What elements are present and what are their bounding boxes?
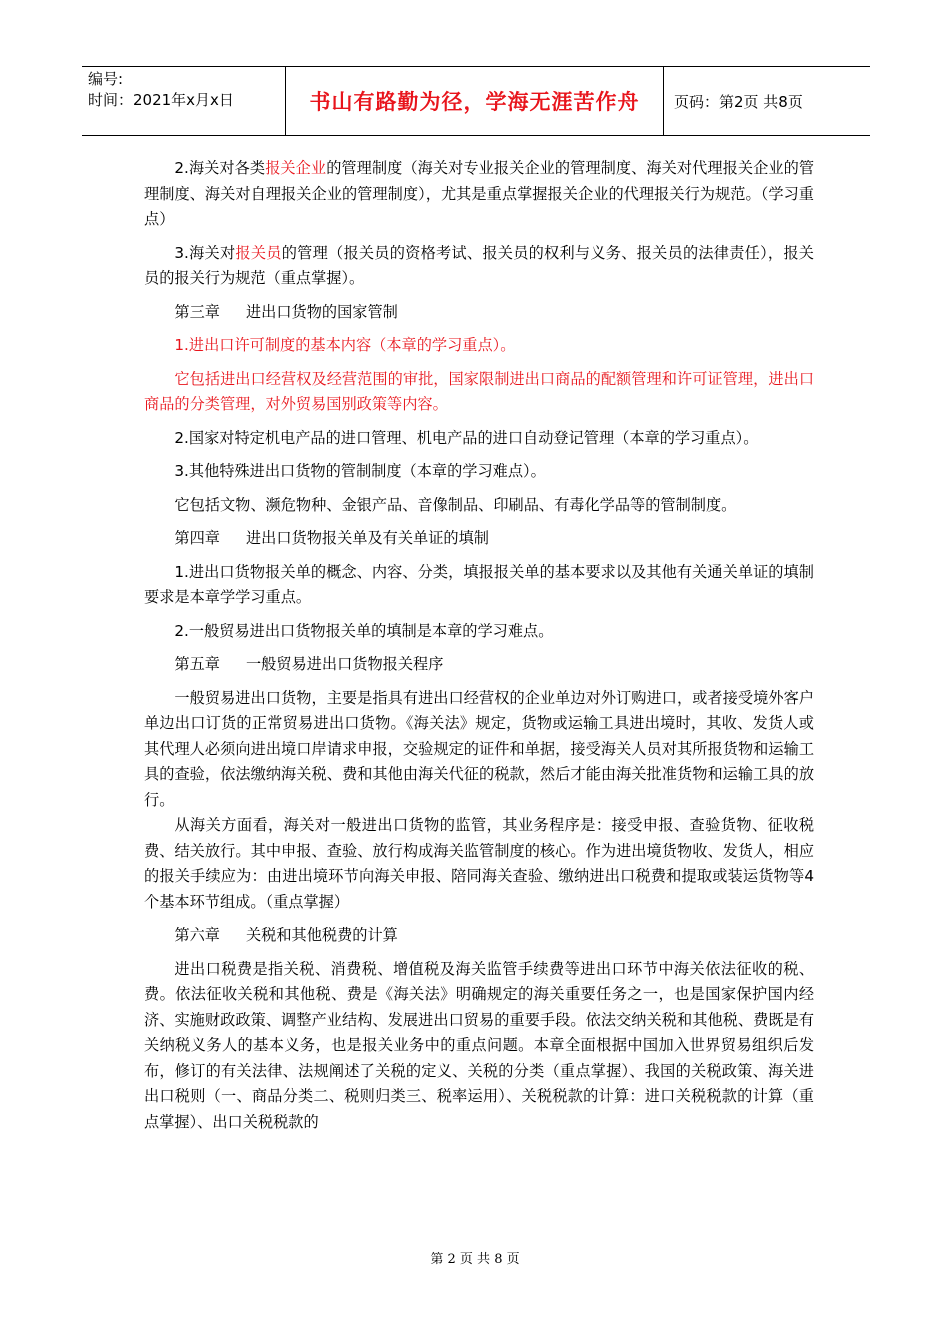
paragraph-highlight: 它包括进出口经营权及经营范围的审批，国家限制进出口商品的配额管理和许可证管理，进出口商品的分类管理，对外贸易国别政策等内容。 <box>144 369 814 413</box>
paragraph: 进出口税费是指关税、消费税、增值税及海关监管手续费等进出口环节中海关依法征收的税、费。依法征收关税和其他税、费是《海关法》明确规定的海关重要任务之一，也是国家保护国内经济、实施财政政策、调整产业结构、发展进出口贸易的重要手段。依法交纳关税和其他税、费既是有关纳税义务人的基本义务，也是报关业务中的重点问题。本章全面根据中国加入世界贸易组织后发布，修订的有关法律、法规阐述了关税的定义、关税的分类（重点掌握）、我国的关税政策、海关进出口税则（一、商品分类二、税则归类三、税率运用）、关税税款的计算：进口关税税款的计算（重点掌握）、出口关税税款的 <box>144 959 814 1131</box>
paragraph: 2.国家对特定机电产品的进口管理、机电产品的进口自动登记管理（本章的学习重点）。 <box>174 428 759 447</box>
chapter-heading: 第三章 进出口货物的国家管制 <box>174 302 398 321</box>
paragraph: 2.一般贸易进出口货物报关单的填制是本章的学习难点。 <box>174 621 554 640</box>
paragraph: 它包括文物、濒危物种、金银产品、音像制品、印刷品、有毒化学品等的管制制度。 <box>174 495 737 514</box>
chapter-heading: 第五章 一般贸易进出口货物报关程序 <box>174 655 444 673</box>
chapter-heading: 第四章 进出口货物报关单及有关单证的填制 <box>174 529 489 547</box>
paragraph: 一般贸易进出口货物，主要是指具有进出口经营权的企业单边对外订购进口，或者接受境外客户单边出口订货的正常贸易进出口货物。《海关法》规定，货物或运输工具进出境时，其收、发货人或其代理人必须向进出境口岸请求申报，交验规定的证件和单据，接受海关人员对其所报货物和运输工具的查验，依法缴纳海关税、费和其他由海关代征的税款，然后才能由海关批准货物和运输工具的放行。 <box>144 688 814 809</box>
time-label: 时间：2021年x月x日 <box>88 91 234 109</box>
highlight-term: 报关企业 <box>265 159 327 177</box>
paragraph-highlight: 1.进出口许可制度的基本内容（本章的学习重点）。 <box>174 336 516 354</box>
paragraph: 1.进出口货物报关单的概念、内容、分类，填报报关单的基本要求以及其他有关通关单证的填制要求是本章学学习重点。 <box>144 562 814 606</box>
highlight-term: 报关员 <box>235 243 282 262</box>
header-page-info: 页码：第2页 共8页 <box>674 92 803 111</box>
header-meta-cell <box>82 67 286 135</box>
paragraph: 从海关方面看，海关对一般进出口货物的监管，其业务程序是：接受申报、查验货物、征收税费、结关放行。其中申报、查验、放行构成海关监管制度的核心。作为进出境货物收、发货人，相应的报关手续应为：由进出境环节向海关申报、陪同海关查验、缴纳进出口税费和提取或装运货物等4个基本环节组成。（重点掌握） <box>144 816 814 911</box>
page-footer: 第 2 页 共 8 页 <box>430 1252 520 1267</box>
paragraph: 2.海关对各类报关企业的管理制度（海关对专业报关企业的管理制度、海关对代理报关企业的管理制度、海关对自理报关企业的管理制度），尤其是重点掌握报关企业的代理报关行为规范。（学习重点） <box>144 159 815 228</box>
page-header-table <box>82 66 870 136</box>
number-label: 编号: <box>88 70 124 88</box>
document-body <box>144 156 814 1135</box>
chapter-heading: 第六章 关税和其他税费的计算 <box>174 926 398 944</box>
header-motto: 书山有路勤为径，学海无涯苦作舟 <box>286 67 664 135</box>
paragraph: 3.海关对报关员的管理（报关员的资格考试、报关员的权利与义务、报关员的法律责任），报关员的报关行为规范（重点掌握）。 <box>144 243 814 287</box>
paragraph: 3.其他特殊进出口货物的管制制度（本章的学习难点）。 <box>174 462 546 480</box>
